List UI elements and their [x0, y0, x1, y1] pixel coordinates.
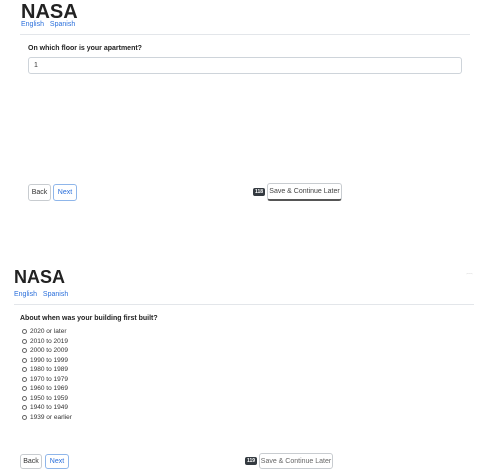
option-row[interactable]: [22, 337, 72, 347]
language-english-link[interactable]: English: [14, 291, 37, 298]
save-continue-later-button[interactable]: Save & Continue Later: [259, 453, 333, 469]
language-english-link[interactable]: English: [21, 21, 44, 28]
option-label: 2020 or later: [30, 328, 67, 336]
brand-title: NASA: [21, 1, 78, 23]
option-row[interactable]: [22, 394, 72, 404]
language-spanish-link[interactable]: Spanish: [42, 291, 69, 298]
question-text: About when was your building first built?: [20, 315, 158, 322]
radio-button[interactable]: [22, 358, 27, 363]
scroll-indicator: ⌒: [466, 274, 473, 281]
radio-button[interactable]: [22, 348, 27, 353]
progress-badge: 119: [246, 458, 256, 464]
option-row[interactable]: [22, 403, 72, 413]
radio-button[interactable]: [22, 396, 27, 401]
header-divider: [20, 34, 470, 35]
option-row[interactable]: [22, 356, 72, 366]
progress-badge: 118: [254, 189, 264, 195]
floor-input[interactable]: [28, 57, 462, 74]
save-continue-later-button[interactable]: Save & Continue Later: [267, 183, 342, 201]
option-label: 1980 to 1989: [30, 366, 68, 374]
back-button[interactable]: Back: [20, 454, 42, 469]
year-built-options: [22, 327, 72, 422]
radio-button[interactable]: [22, 415, 27, 420]
brand-title: NASA: [14, 267, 66, 287]
next-button[interactable]: Next: [53, 184, 77, 201]
option-row[interactable]: [22, 327, 72, 337]
option-label: 2000 to 2009: [30, 347, 68, 355]
option-label: 1939 or earlier: [30, 413, 72, 421]
language-switcher: [21, 21, 79, 28]
radio-button[interactable]: [22, 329, 27, 334]
language-switcher: [14, 291, 72, 298]
radio-button[interactable]: [22, 339, 27, 344]
option-row[interactable]: [22, 365, 72, 375]
question-text: On which floor is your apartment?: [28, 45, 142, 52]
radio-button[interactable]: [22, 386, 27, 391]
option-label: 1960 to 1969: [30, 385, 68, 393]
option-label: 1990 to 1999: [30, 356, 68, 364]
radio-button[interactable]: [22, 405, 27, 410]
header-divider: [14, 304, 474, 305]
radio-button[interactable]: [22, 367, 27, 372]
option-label: 1950 to 1959: [30, 394, 68, 402]
language-spanish-link[interactable]: Spanish: [49, 21, 76, 28]
option-label: 1970 to 1979: [30, 375, 68, 383]
option-label: 1940 to 1949: [30, 404, 68, 412]
option-row[interactable]: [22, 346, 72, 356]
radio-button[interactable]: [22, 377, 27, 382]
option-label: 2010 to 2019: [30, 337, 68, 345]
option-row[interactable]: [22, 384, 72, 394]
back-button[interactable]: Back: [28, 184, 51, 201]
option-row[interactable]: [22, 413, 72, 423]
option-row[interactable]: [22, 375, 72, 385]
next-button[interactable]: Next: [45, 454, 69, 469]
